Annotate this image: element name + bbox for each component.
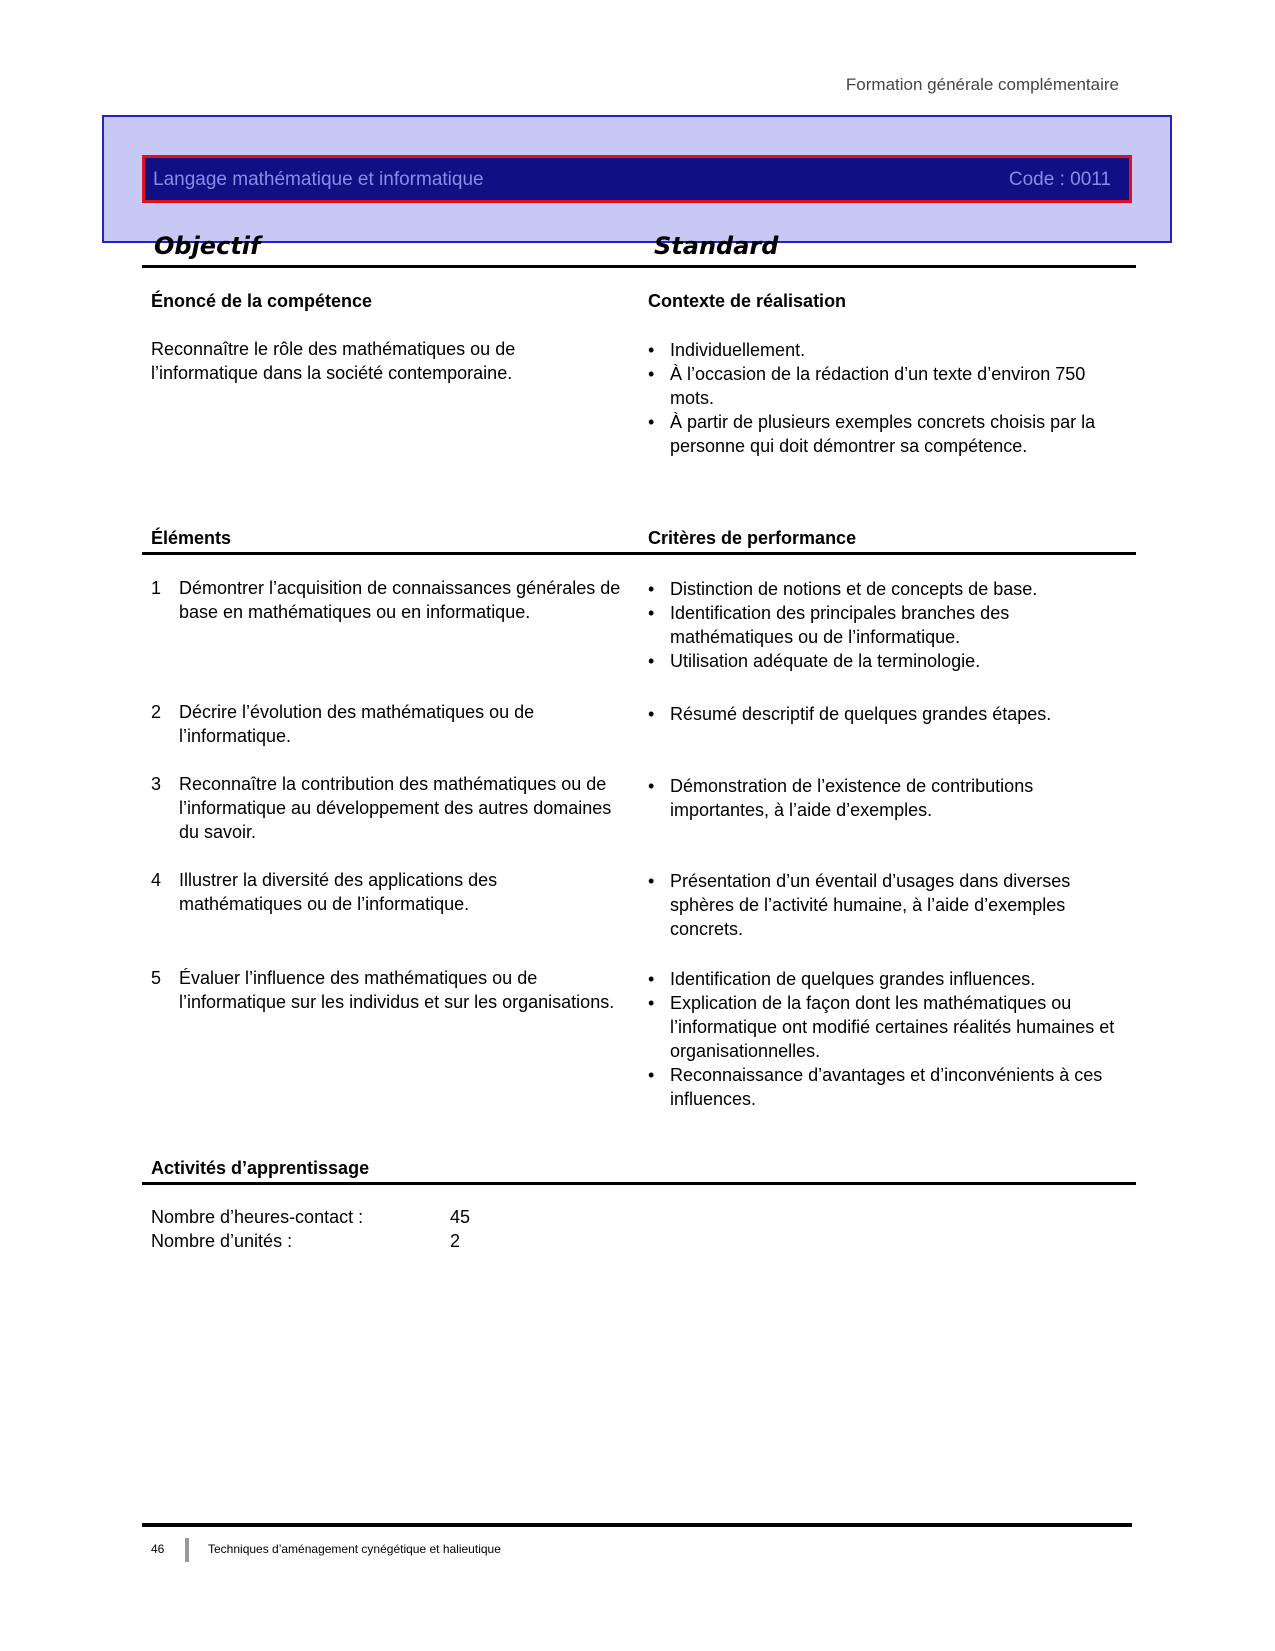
program-name: Techniques d’aménagement cynégétique et halieutique (208, 1542, 501, 1556)
element-3 (151, 772, 621, 844)
divider (142, 1182, 1136, 1185)
running-title: Formation générale complémentaire (845, 75, 1119, 94)
element-2 (151, 700, 621, 748)
competence-text: Reconnaître le rôle des mathématiques ou de l’informatique dans la société contemporaine. (151, 339, 516, 383)
criteria-list-1 (648, 577, 1118, 673)
criteria-list-2 (648, 702, 1118, 726)
units-value: 2 (450, 1231, 461, 1251)
list-item: • Démonstration de l’existence de contributions importantes, à l’aide d’exemples. (648, 774, 1098, 822)
course-code: Code : 0011 (1008, 169, 1111, 190)
list-item: • Utilisation adéquate de la terminologie. (648, 649, 1118, 673)
units-label: Nombre d’unités : (151, 1231, 293, 1251)
elements-heading: Éléments (151, 528, 232, 548)
element-number: 1 (151, 578, 162, 598)
list-item: • Identification de quelques grandes influences. (648, 967, 1118, 991)
context-list (648, 338, 1118, 458)
course-title: Langage mathématique et informatique (153, 169, 484, 190)
element-text: Évaluer l’influence des mathématiques ou de l’informatique sur les individus et sur les organisations. (179, 968, 615, 1012)
element-text: Démontrer l’acquisition de connaissances générales de base en mathématiques ou en informatique. (179, 578, 621, 622)
activities-heading: Activités d’apprentissage (151, 1158, 370, 1178)
divider (142, 552, 1136, 555)
element-number: 4 (151, 870, 162, 890)
footer-rule (142, 1523, 1132, 1527)
contact-hours-label: Nombre d’heures-contact : (151, 1207, 364, 1227)
element-text: Décrire l’évolution des mathématiques ou de l’informatique. (179, 702, 535, 746)
element-1 (151, 576, 621, 624)
list-item: • Présentation d’un éventail d’usages dans diverses sphères de l’activité humaine, à l’aide d’exemples concrets. (648, 869, 1108, 941)
units-row (151, 1229, 460, 1253)
course-title-bar (142, 155, 1132, 203)
list-item: • Identification des principales branches des mathématiques ou de l’informatique. (648, 601, 1118, 649)
list-item: • Individuellement. (648, 338, 1118, 362)
list-item: • À partir de plusieurs exemples concrets choisis par la personne qui doit démontrer sa compétence. (648, 410, 1118, 458)
contact-hours-row (151, 1205, 470, 1229)
element-4 (151, 868, 621, 916)
criteria-list-5 (648, 967, 1118, 1111)
criteria-heading: Critères de performance (648, 528, 857, 548)
element-number: 2 (151, 702, 162, 722)
criteria-list-3 (648, 774, 1098, 822)
list-item: • Explication de la façon dont les mathématiques ou l’informatique ont modifié certaines réalités humaines et organisationnelles. (648, 991, 1118, 1063)
element-text: Reconnaître la contribution des mathématiques ou de l’informatique au développement des autres domaines du savoir. (179, 774, 612, 842)
page-number: 46 (151, 1542, 165, 1556)
criteria-list-4 (648, 869, 1108, 941)
standard-column-heading: Standard (654, 232, 779, 260)
element-text: Illustrer la diversité des applications des mathématiques ou de l’informatique. (179, 870, 498, 914)
contact-hours-value: 45 (450, 1207, 471, 1227)
context-heading: Contexte de réalisation (648, 291, 847, 311)
objective-column-heading: Objectif (154, 232, 261, 260)
divider (142, 265, 1136, 268)
list-item: • À l’occasion de la rédaction d’un texte d’environ 750 mots. (648, 362, 1118, 410)
footer-separator (185, 1538, 189, 1562)
element-number: 3 (151, 774, 162, 794)
list-item: • Reconnaissance d’avantages et d’inconvénients à ces influences. (648, 1063, 1118, 1111)
competence-heading: Énoncé de la compétence (151, 291, 373, 311)
element-5 (151, 966, 621, 1014)
list-item: • Résumé descriptif de quelques grandes étapes. (648, 702, 1118, 726)
list-item: • Distinction de notions et de concepts de base. (648, 577, 1118, 601)
element-number: 5 (151, 968, 162, 988)
